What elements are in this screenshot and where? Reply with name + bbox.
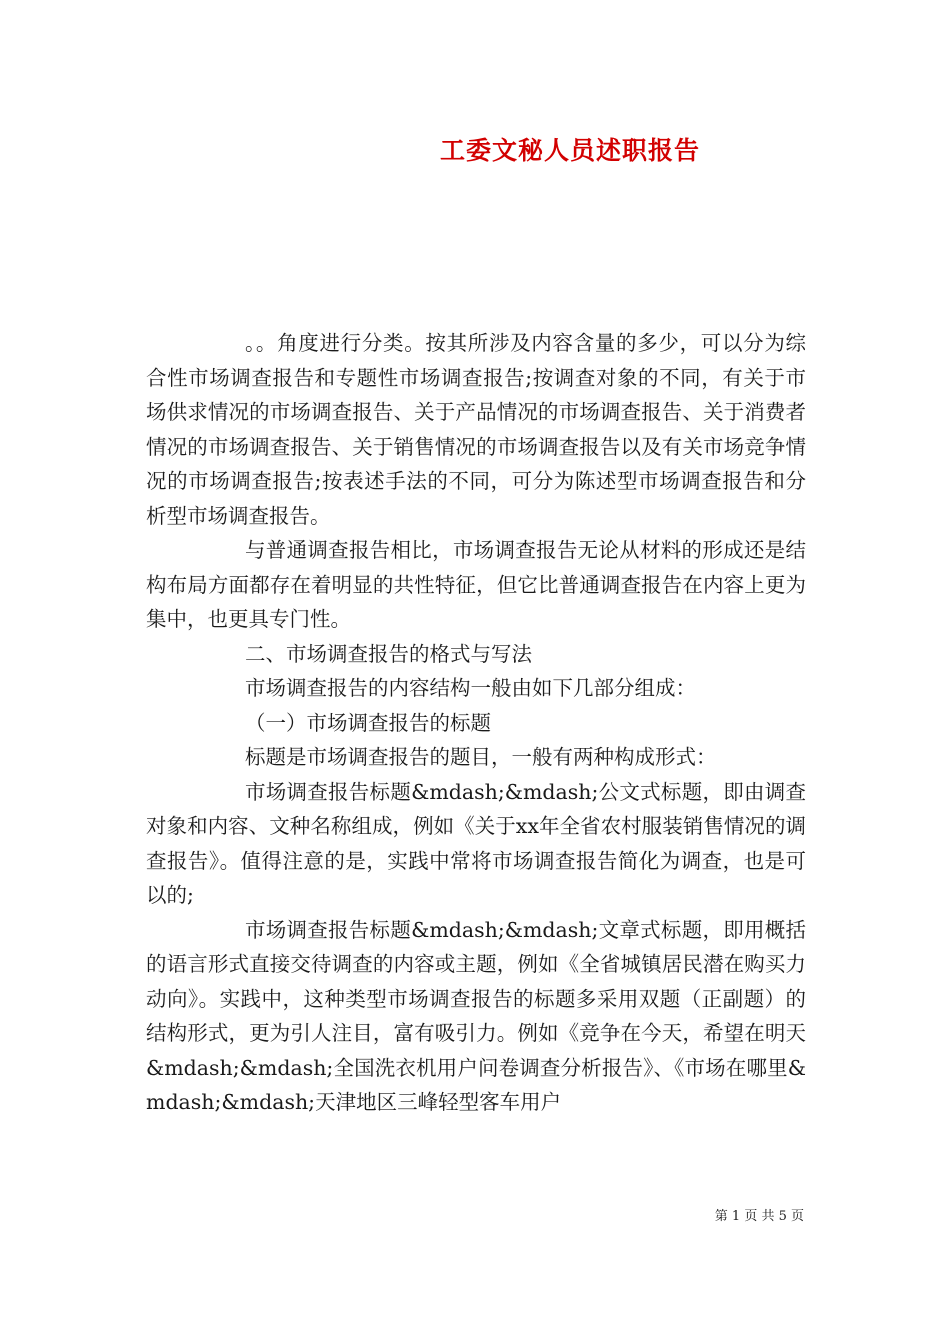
paragraph: 市场调查报告标题&mdash;&mdash;文章式标题，即用概括的语言形式直接交待调查的内容或主题，例如《全省城镇居民潜在购买力动向》。实践中，这种类型市场调查报告的标题多采用双题（正副题）的结构形式，更为引人注目，富有吸引力。例如《竞争在今天，希望在明天&mdash;&mdash;全国洗衣机用户问卷调查分析报告》、《市场在哪里&mdash;&mdash;天津地区三峰轻型客车用户 — [146, 917, 806, 1114]
document-body — [146, 326, 806, 1120]
page-number: 第 1 页 共 5 页 — [714, 1209, 804, 1224]
subsection-heading: （一）市场调查报告的标题 — [245, 710, 491, 735]
paragraph: 市场调查报告标题&mdash;&mdash;公文式标题，即由调查对象和内容、文种名称组成，例如《关于xx年全省农村服装销售情况的调查报告》。值得注意的是，实践中常将市场调查报告简化为调查，也是可以的; — [146, 779, 806, 907]
paragraph: 与普通调查报告相比，市场调查报告无论从材料的形成还是结构布局方面都存在着明显的共性特征，但它比普通调查报告在内容上更为集中，也更具专门性。 — [146, 538, 806, 631]
paragraph: 标题是市场调查报告的题目，一般有两种构成形式： — [245, 745, 717, 769]
paragraph: 。。角度进行分类。按其所涉及内容含量的多少，可以分为综合性市场调查报告和专题性市场调查报告;按调查对象的不同，有关于市场供求情况的市场调查报告、关于产品情况的市场调查报告、关于消费者情况的市场调查报告、关于销售情况的市场调查报告以及有关市场竞争情况的市场调查报告;按表述手法的不同，可分为陈述型市场调查报告和分析型市场调查报告。 — [146, 331, 806, 528]
section-heading: 二、市场调查报告的格式与写法 — [245, 641, 532, 666]
paragraph: 市场调查报告的内容结构一般由如下几部分组成： — [245, 676, 696, 700]
document-title: 工委文秘人员述职报告 — [439, 136, 700, 165]
